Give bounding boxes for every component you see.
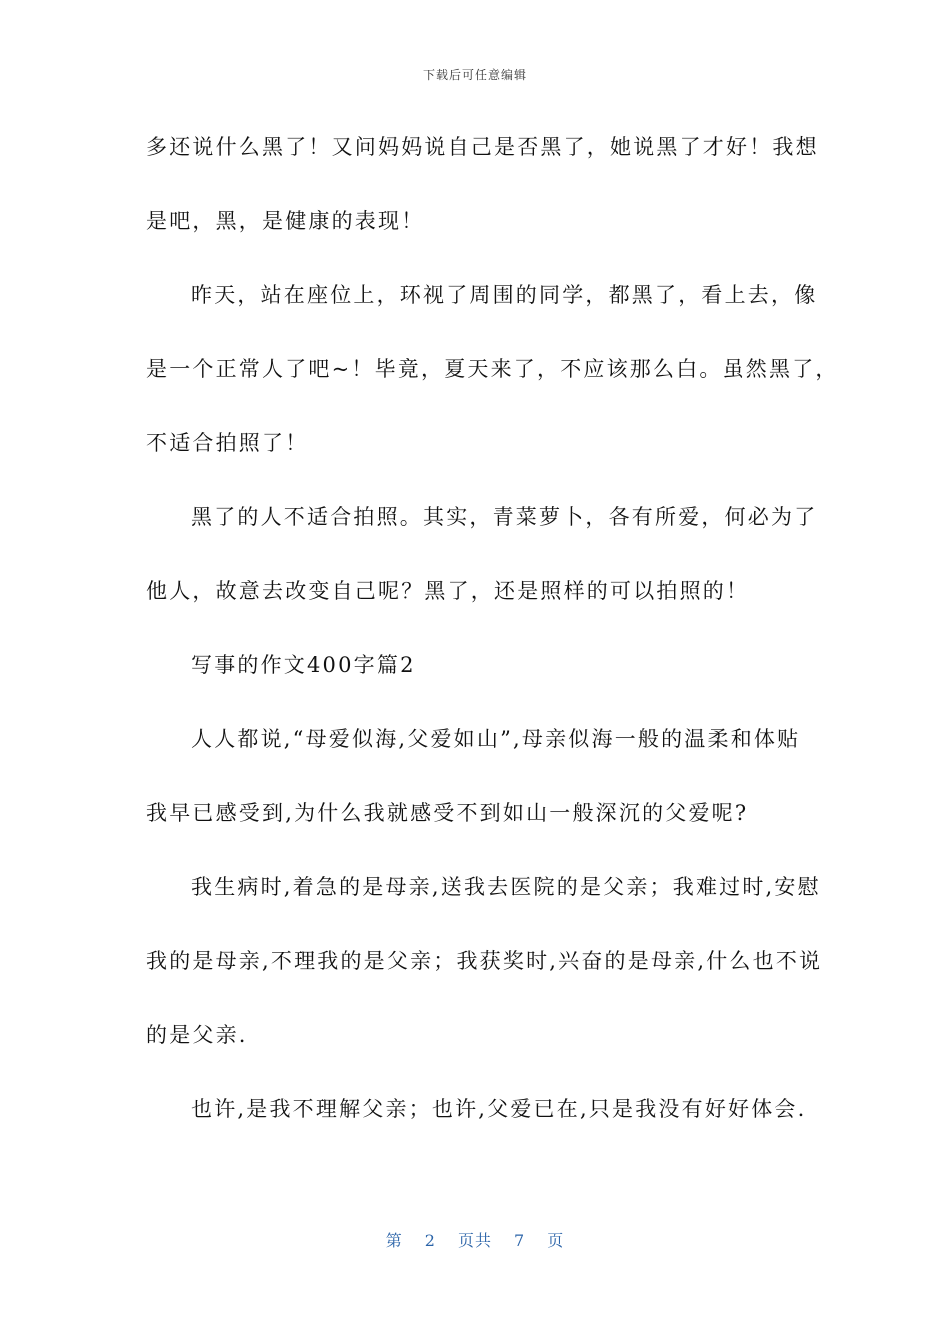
text-line: 的是父亲. xyxy=(146,1023,248,1047)
text-line: 他人，故意去改变自己呢？黑了，还是照样的可以拍照的！ xyxy=(146,579,750,603)
text-line: 多还说什么黑了！又问妈妈说自己是否黑了，她说黑了才好！我想 xyxy=(146,135,819,159)
text-line: 是一个正常人了吧~！毕竟，夏天来了，不应该那么白。虽然黑了， xyxy=(146,357,839,381)
footer-label-of: 页共 xyxy=(457,1231,492,1250)
text-line: 人人都说,“母爱似海,父爱如山”,母亲似海一般的温柔和体贴 xyxy=(191,727,801,751)
footer-label-end: 页 xyxy=(547,1231,565,1250)
text-line: 我的是母亲,不理我的是父亲；我获奖时,兴奋的是母亲,什么也不说 xyxy=(146,949,823,973)
page-footer xyxy=(0,1228,950,1251)
text-line: 我生病时,着急的是母亲,送我去医院的是父亲；我难过时,安慰 xyxy=(191,875,821,899)
document-body xyxy=(146,122,839,1158)
footer-current-page: 2 xyxy=(424,1231,436,1250)
text-line: 也许,是我不理解父亲；也许,父爱已在,只是我没有好好体会. xyxy=(191,1097,807,1121)
footer-total-pages: 7 xyxy=(514,1231,526,1250)
text-line: 我早已感受到,为什么我就感受不到如山一般深沉的父爱呢? xyxy=(146,801,749,825)
text-line: 不适合拍照了！ xyxy=(146,431,309,455)
section-heading: 写事的作文400字篇2 xyxy=(191,653,416,677)
header-note: 下载后可任意编辑 xyxy=(422,68,527,82)
text-line: 黑了的人不适合拍照。其实，青菜萝卜，各有所爱，何必为了 xyxy=(191,505,818,529)
footer-label-page: 第 xyxy=(385,1231,403,1250)
text-line: 是吧，黑，是健康的表现！ xyxy=(146,209,425,233)
text-line: 昨天，站在座位上，环视了周围的同学，都黑了，看上去，像 xyxy=(191,283,818,307)
